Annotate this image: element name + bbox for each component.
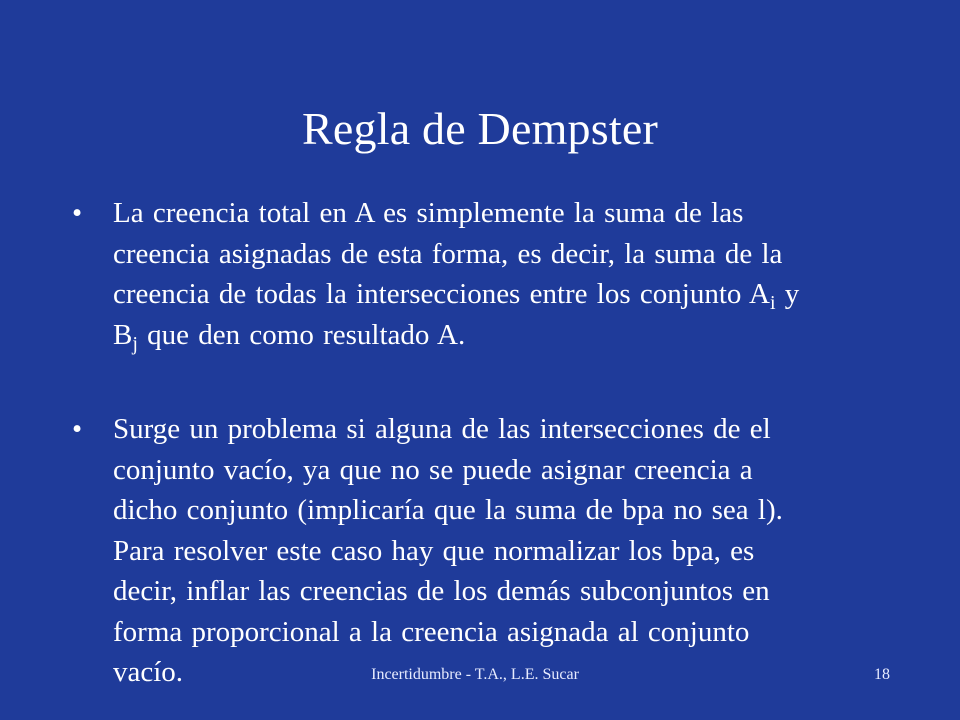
text-segment: y (775, 278, 800, 310)
slide-title: Regla de Dempster (302, 103, 658, 154)
bullet-icon: • (72, 197, 83, 229)
footer-text: Incertidumbre - T.A., L.E. Sucar (371, 666, 579, 683)
bullet-item (70, 409, 850, 693)
subscript: i (769, 292, 776, 314)
text-line: forma proporcional a la creencia asignada al conjunto (113, 615, 750, 648)
bullet-icon: • (72, 413, 83, 445)
text-line: creencia asignadas de esta forma, es decir, la suma de la (113, 237, 783, 270)
text-line: Para resolver este caso hay que normalizar los bpa, es (113, 534, 755, 567)
page-number: 18 (874, 666, 890, 683)
text-line (113, 315, 850, 356)
text-line: La creencia total en A es simplemente la suma de las (113, 197, 744, 229)
text-segment: B (113, 318, 133, 351)
bullet-list (70, 193, 850, 693)
subscript: j (132, 332, 138, 355)
text-line: decir, inflar las creencias de los demás subconjuntos en (113, 575, 770, 607)
text-line: dicho conjunto (implicaría que la suma de bpa no sea l). (113, 494, 783, 526)
text-segment: creencia de todas la intersecciones entre los conjunto A (113, 278, 770, 310)
text-line: vacío. (113, 656, 184, 688)
text-line: Surge un problema si alguna de las intersecciones de el (113, 413, 771, 445)
bullet-item (70, 193, 850, 355)
text-segment: que den como resultado A. (137, 318, 466, 351)
text-line: conjunto vacío, ya que no se puede asignar creencia a (113, 453, 753, 486)
slide-footer (0, 664, 960, 686)
text-line (113, 274, 850, 315)
